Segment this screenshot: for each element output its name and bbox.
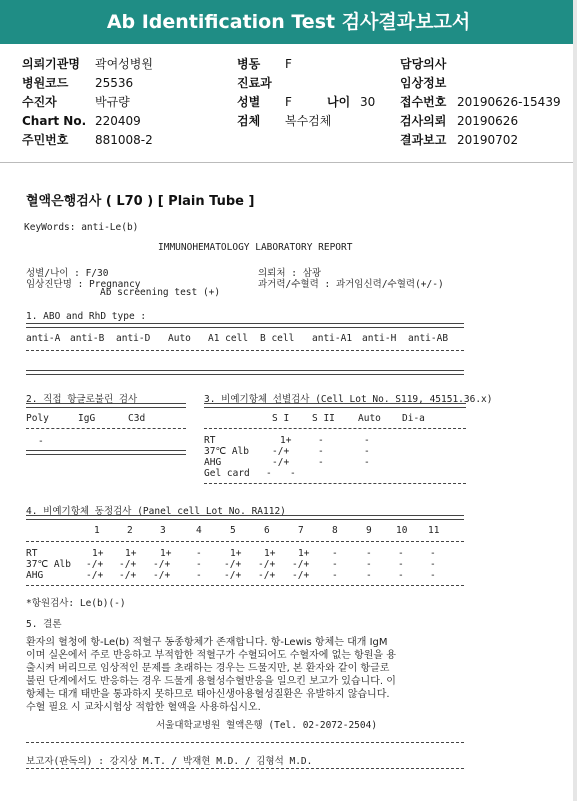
hospital-code-label: 병원코드 (22, 76, 69, 90)
screen-val: - (290, 468, 296, 479)
conclusion-line: 출시켜 버리므로 임상적인 문제를 초래하는 경우는 드물지만, 본 환자와 같이 항글로 (26, 663, 390, 674)
rule (26, 403, 186, 408)
patient-value: 박규량 (95, 95, 130, 109)
screen-val: - (318, 435, 324, 446)
requester: 의뢰처 : 삼광 (258, 268, 322, 279)
ward-label: 병동 (237, 57, 261, 71)
rule (26, 515, 464, 520)
patient-label: 수진자 (22, 95, 57, 109)
hospital-code-value: 25536 (95, 76, 134, 90)
chart-no-label: Chart No. (22, 114, 87, 128)
rule (204, 428, 466, 429)
report-title: Ab Identification Test 검사결과보고서 (106, 11, 471, 33)
clinical-info-label: 임상정보 (400, 76, 447, 90)
sex-age: 성별/나이 : F/30 (26, 268, 109, 279)
resident-no-value: 881008-2 (95, 133, 153, 147)
panel-col: 7 (298, 525, 304, 536)
conclusion-line: 불린 단계에서도 반응하는 경우 드물게 용혈성수혈반응을 일으킨 보고가 있습니다. 이 (26, 676, 396, 687)
screen-col-0: S I (272, 413, 290, 424)
screen-val: 1+ (280, 435, 292, 446)
conclusion-line: 수혈 필요 시 교차시험상 적합한 혈액을 사용하십시오. (26, 702, 261, 713)
panel-val: - (332, 548, 338, 559)
panel-val: -/+ (119, 570, 137, 581)
screen-val: -/+ (272, 457, 290, 468)
conclusion-line: 환자의 혈청에 항-Le(b) 적혈구 동종항체가 존재합니다. 항-Lewis 항체는 대개 IgM (26, 637, 388, 648)
panel-phase-2: AHG (26, 570, 44, 581)
panel-col: 9 (366, 525, 372, 536)
dat-col-2: C3d (128, 413, 146, 424)
section-abo-title: 1. ABO and RhD type : (26, 311, 147, 322)
scanned-report (0, 170, 577, 801)
panel-val: - (430, 559, 436, 570)
patient-info-header (0, 44, 577, 162)
keywords: KeyWords: anti-Le(b) (24, 222, 139, 233)
panel-col: 11 (428, 525, 440, 536)
abo-col-1: anti-B (70, 333, 105, 344)
clinical-diagnosis-2: Ab screening test (+) (100, 287, 221, 298)
panel-col: 6 (264, 525, 270, 536)
panel-val: -/+ (153, 570, 171, 581)
abo-col-0: anti-A (26, 333, 61, 344)
panel-val: 1+ (264, 548, 276, 559)
age-label: 나이 (327, 95, 351, 109)
institution: 서울대학교병원 혈액은행 (Tel. 02-2072-2504) (156, 720, 378, 731)
conclusion-line: 항체는 대개 태반을 통과하지 못하므로 태아신생아용혈성질환은 유발하지 않습니다. (26, 689, 390, 700)
screen-col-1: S II (312, 413, 335, 424)
section-dat-title: 2. 직접 항글로불린 검사 (26, 394, 138, 405)
abo-col-8: anti-AB (408, 333, 449, 344)
panel-val: 1+ (125, 548, 137, 559)
panel-phase-1: 37℃ Alb (26, 559, 71, 570)
screen-val: - (318, 446, 324, 457)
sex-label: 성별 (237, 95, 261, 109)
screen-val: - (364, 435, 370, 446)
panel-val: -/+ (86, 559, 104, 570)
panel-val: - (196, 559, 202, 570)
panel-val: - (366, 570, 372, 581)
age-value: 30 (360, 95, 376, 109)
abo-col-6: anti-A1 (312, 333, 353, 344)
panel-val: -/+ (292, 559, 310, 570)
panel-val: - (430, 548, 436, 559)
receipt-no-label: 접수번호 (400, 95, 447, 109)
screen-phase-1: 37℃ Alb (204, 446, 249, 457)
panel-val: - (332, 559, 338, 570)
panel-col: 5 (230, 525, 236, 536)
dat-col-1: IgG (78, 413, 96, 424)
rule (26, 428, 186, 429)
screen-val: - (266, 468, 272, 479)
panel-val: - (196, 570, 202, 581)
panel-val: - (430, 570, 436, 581)
panel-val: -/+ (224, 570, 242, 581)
request-date-value: 20190626 (457, 114, 519, 128)
specimen-value: 복수검체 (285, 114, 332, 128)
rule (26, 323, 464, 328)
report-date-label: 결과보고 (400, 133, 447, 147)
scrollbar[interactable] (573, 0, 577, 801)
screen-col-3: Di-a (402, 413, 425, 424)
panel-val: 1+ (230, 548, 242, 559)
section-screening-title: 3. 비예기항체 선별검사 (Cell Lot No. S119, 45151.36.x) (204, 394, 493, 405)
screen-phase-0: RT (204, 435, 216, 446)
panel-col: 1 (94, 525, 100, 536)
panel-val: -/+ (119, 559, 137, 570)
dat-val-0: - (38, 436, 44, 447)
lab-report-title: IMMUNOHEMATOLOGY LABORATORY REPORT (158, 242, 353, 253)
panel-val: - (398, 570, 404, 581)
rule (26, 768, 464, 769)
hospital-name-label: 의뢰기관명 (22, 57, 80, 71)
abo-col-2: anti-D (116, 333, 151, 344)
reporter: 보고자(판독의) : 강지상 M.T. / 박재현 M.D. / 김형석 M.D. (26, 756, 313, 767)
rule (204, 403, 466, 408)
panel-col: 4 (196, 525, 202, 536)
panel-col: 2 (127, 525, 133, 536)
rule (26, 450, 186, 455)
chart-no-value: 220409 (95, 114, 141, 128)
panel-val: -/+ (86, 570, 104, 581)
abo-col-7: anti-H (362, 333, 397, 344)
panel-val: -/+ (153, 559, 171, 570)
panel-col: 10 (396, 525, 408, 536)
screen-phase-2: AHG (204, 457, 222, 468)
antigen-test: *항원검사: Le(b)(-) (26, 598, 126, 609)
rule (26, 742, 464, 743)
resident-no-label: 주민번호 (22, 133, 69, 147)
panel-val: - (398, 559, 404, 570)
report-title-bar (0, 0, 577, 44)
panel-val: - (366, 548, 372, 559)
abo-col-4: A1 cell (208, 333, 249, 344)
panel-col: 8 (332, 525, 338, 536)
clinical-diagnosis: 임상진단명 : Pregnancy (26, 279, 141, 290)
rule (204, 483, 466, 484)
dat-col-0: Poly (26, 413, 49, 424)
screen-val: - (318, 457, 324, 468)
panel-val: -/+ (258, 570, 276, 581)
panel-val: -/+ (224, 559, 242, 570)
screen-phase-3: Gel card (204, 468, 250, 479)
rule (26, 541, 464, 542)
ward-value: F (285, 57, 292, 71)
abo-col-3: Auto (168, 333, 191, 344)
department-label: 진료과 (237, 76, 272, 90)
panel-col: 3 (160, 525, 166, 536)
screen-col-2: Auto (358, 413, 381, 424)
panel-val: -/+ (258, 559, 276, 570)
specimen-label: 검체 (237, 114, 261, 128)
transfusion-history: 과거력/수혈력 : 과거임신력/수혈력(+/-) (258, 279, 444, 290)
panel-val: - (332, 570, 338, 581)
report-date-value: 20190702 (457, 133, 519, 147)
panel-val: -/+ (292, 570, 310, 581)
header-divider (0, 162, 577, 163)
panel-phase-0: RT (26, 548, 38, 559)
panel-val: - (366, 559, 372, 570)
doctor-label: 담당의사 (400, 57, 447, 71)
receipt-no-value: 20190626-15439 (457, 95, 561, 109)
abo-col-5: B cell (260, 333, 295, 344)
rule (26, 370, 464, 375)
test-heading: 혈액은행검사 ( L70 ) [ Plain Tube ] (26, 194, 255, 209)
screen-val: - (364, 457, 370, 468)
section-conclusion-title: 5. 결론 (26, 619, 62, 630)
panel-val: - (398, 548, 404, 559)
panel-val: - (196, 548, 202, 559)
panel-val: 1+ (92, 548, 104, 559)
request-date-label: 검사의뢰 (400, 114, 447, 128)
section-panel-title: 4. 비예기항체 동정검사 (Panel cell Lot No. RA112) (26, 506, 286, 517)
hospital-name-value: 곽여성병원 (95, 57, 153, 71)
panel-val: 1+ (298, 548, 310, 559)
rule (26, 350, 464, 351)
panel-val: 1+ (160, 548, 172, 559)
screen-val: -/+ (272, 446, 290, 457)
conclusion-line: 이며 실온에서 주로 반응하고 부적합한 적혈구가 수혈되어도 수혈자에 없는 항원을 용 (26, 650, 396, 661)
sex-value: F (285, 95, 292, 109)
screen-val: - (364, 446, 370, 457)
rule (26, 585, 464, 586)
